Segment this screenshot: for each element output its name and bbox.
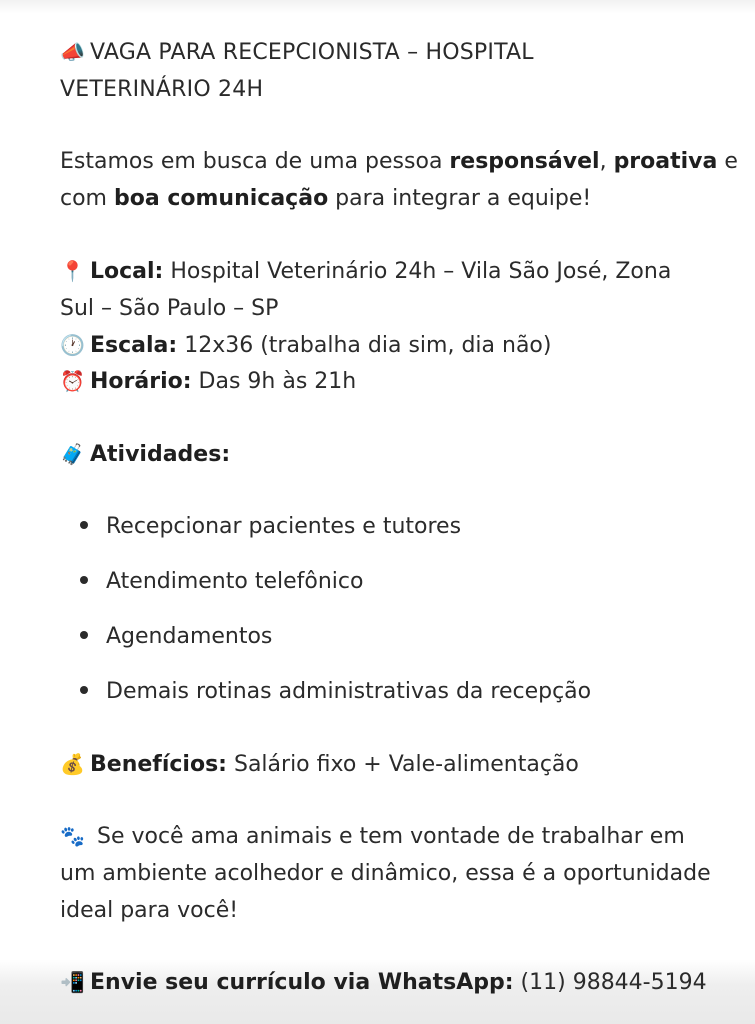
- closing-line-1: 🐾 Se você ama animais e tem vontade de trabalhar em: [60, 818, 685, 855]
- local-line-2: Sul – São Paulo – SP: [60, 296, 279, 321]
- suitcase-icon: 🧳: [60, 442, 85, 466]
- alarm-clock-icon: ⏰: [60, 369, 85, 393]
- clock-icon: 🕐: [60, 333, 85, 357]
- megaphone-icon: 📣: [60, 40, 86, 64]
- money-bag-icon: 💰: [60, 752, 85, 776]
- bullet-dot: [80, 686, 88, 694]
- closing-line-2: um ambiente acolhedor e dinâmico, essa é a oportunidade: [60, 861, 711, 886]
- paw-prints-icon: 🐾: [60, 824, 85, 848]
- horario-line: ⏰ Horário: Das 9h às 21h: [60, 363, 356, 400]
- post-title-line-2: VETERINÁRIO 24H: [60, 77, 264, 102]
- intro-line-2: com boa comunicação para integrar a equipe!: [60, 186, 592, 211]
- escala-line: 🕐 Escala: 12x36 (trabalha dia sim, dia não): [60, 327, 551, 364]
- bullet-dot: [80, 576, 88, 584]
- beneficios-line: 💰 Benefícios: Salário fixo + Vale-alimentação: [60, 746, 579, 783]
- phone-arrow-icon: 📲: [60, 970, 85, 994]
- contact-line: 📲 Envie seu currículo via WhatsApp: (11) 98844-5194: [60, 964, 707, 1001]
- bullet-dot: [80, 521, 88, 529]
- list-item: Recepcionar pacientes e tutores: [80, 508, 461, 545]
- list-item: Demais rotinas administrativas da recepção: [80, 673, 591, 710]
- local-line-1: 📍 Local: Hospital Veterinário 24h – Vila São José, Zona: [60, 253, 671, 290]
- whatsapp-number[interactable]: (11) 98844-5194: [513, 970, 707, 995]
- list-item: Agendamentos: [80, 618, 272, 655]
- pin-icon: 📍: [60, 259, 85, 283]
- bullet-dot: [80, 631, 88, 639]
- post-title-line-1: 📣 VAGA PARA RECEPCIONISTA – HOSPITAL: [60, 34, 534, 71]
- closing-line-3: ideal para você!: [60, 898, 239, 923]
- top-edge: [0, 0, 755, 14]
- atividades-heading: 🧳 Atividades:: [60, 436, 230, 473]
- list-item: Atendimento telefônico: [80, 563, 363, 600]
- intro-line-1: Estamos em busca de uma pessoa responsável, proativa e: [60, 149, 738, 174]
